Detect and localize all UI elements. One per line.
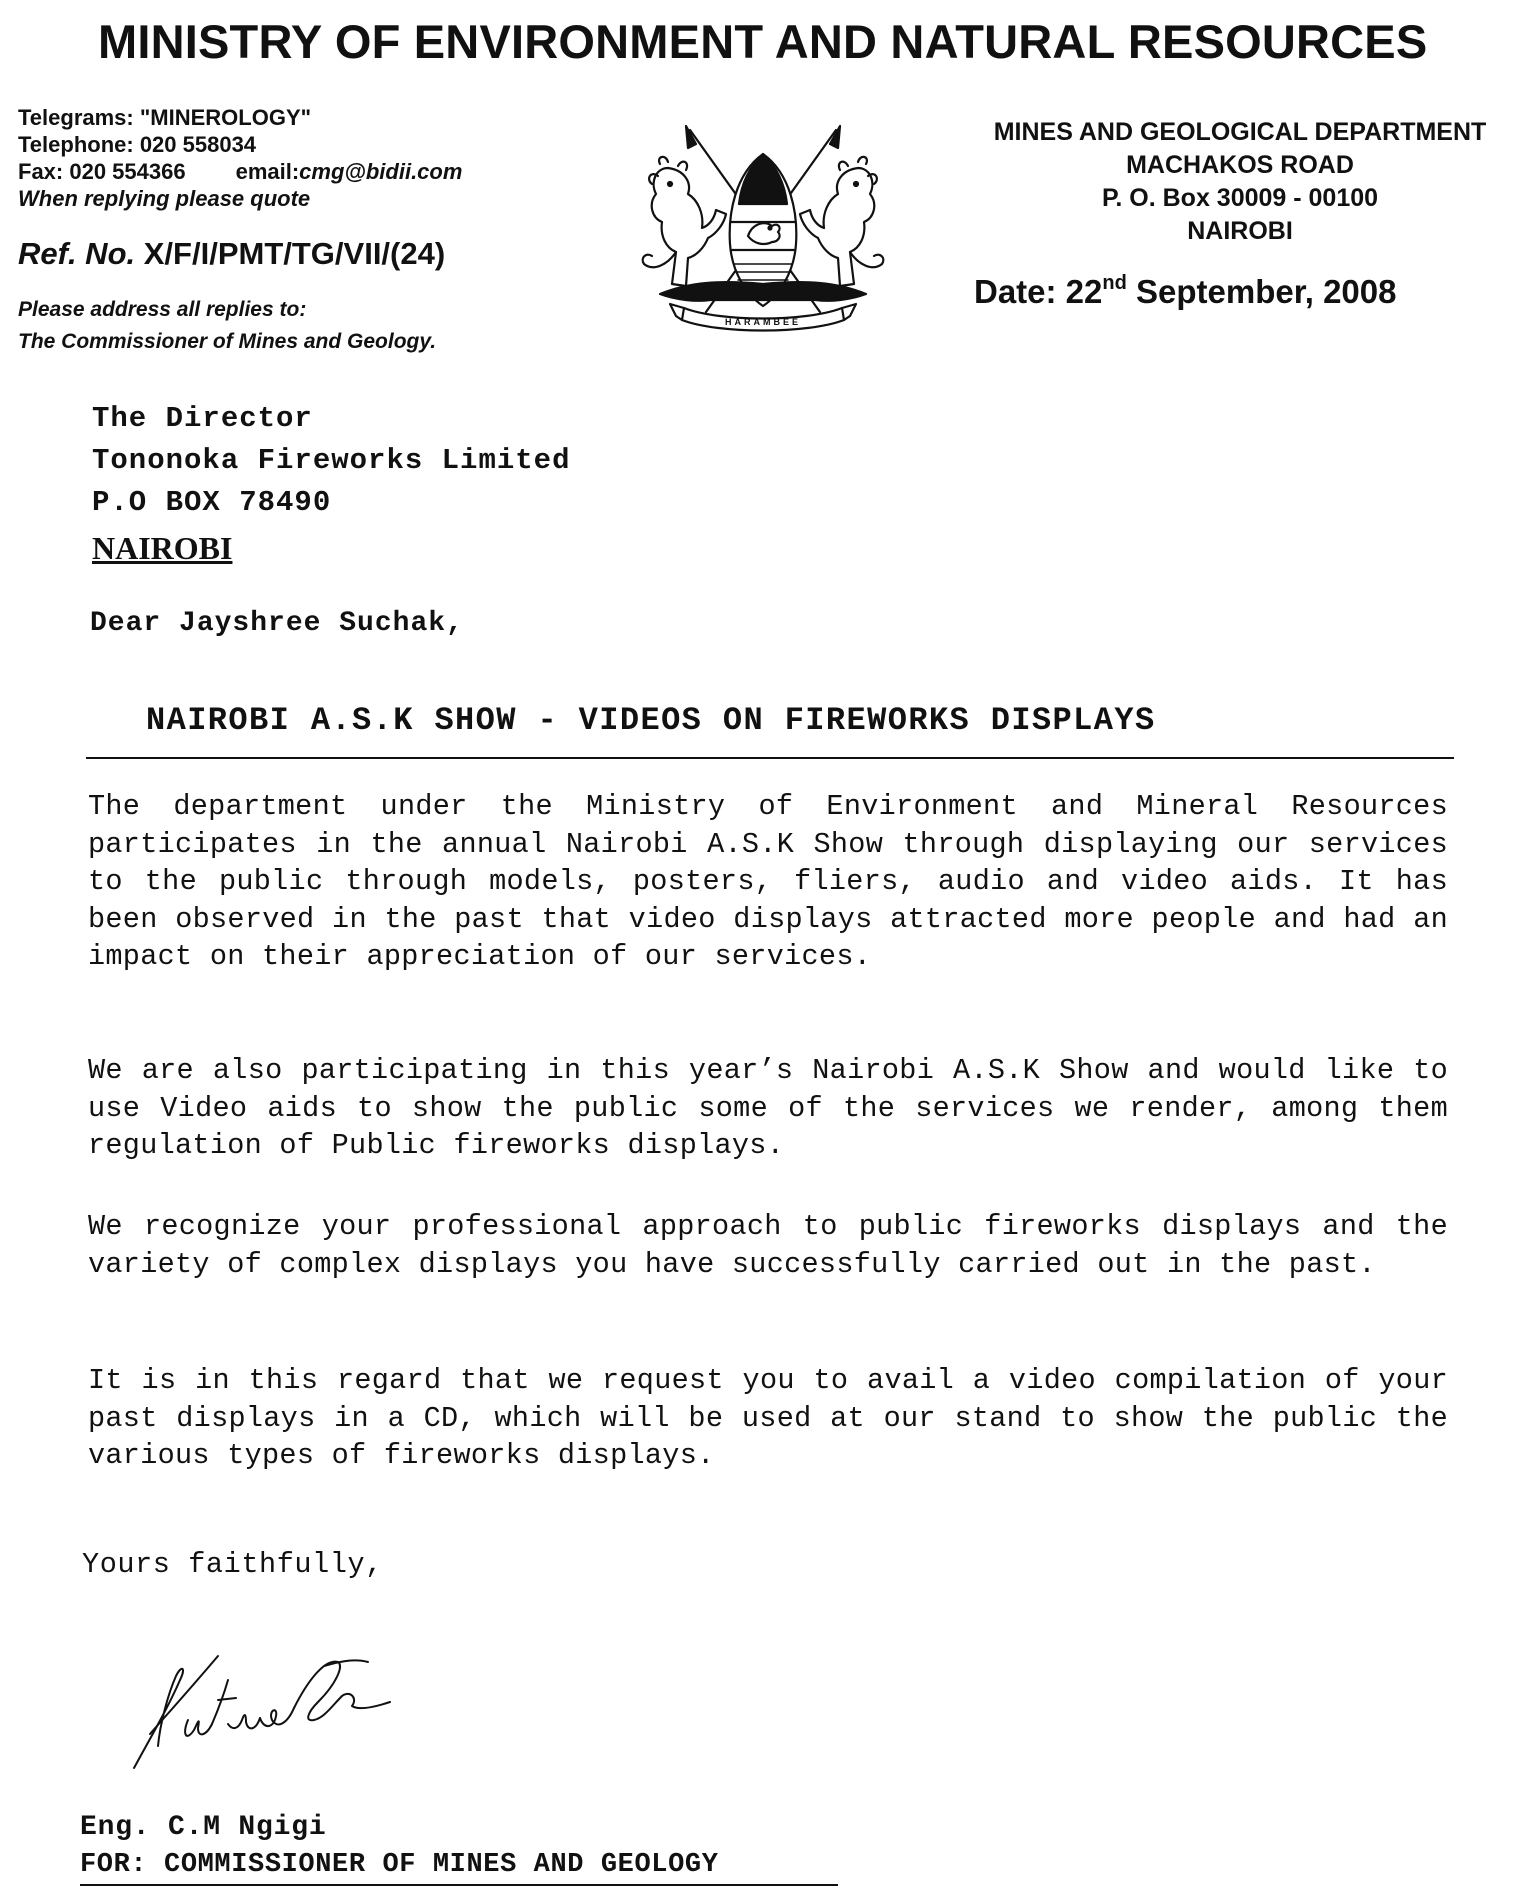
closing: Yours faithfully, <box>82 1548 383 1581</box>
department-po-box: P. O. Box 30009 - 00100 <box>1101 184 1379 212</box>
department-name: MINES AND GEOLOGICAL DEPARTMENT <box>993 118 1487 146</box>
ministry-title: MINISTRY OF ENVIRONMENT AND NATURAL RESOURCES <box>98 15 1428 68</box>
telephone-line: Telephone: 020 558034 <box>18 132 257 157</box>
body-paragraph-3: We recognize your professional approach to public fireworks displays and the variety of complex displays you have successfully carried out in the past. <box>88 1210 1448 1281</box>
ref-value: X/F/I/PMT/TG/VII/(24) <box>143 236 446 271</box>
address-to: The Commissioner of Mines and Geology. <box>18 330 437 353</box>
recipient-address <box>92 398 570 572</box>
address-note: Please address all replies to: <box>18 298 307 321</box>
salutation: Dear Jayshree Suchak, <box>90 608 464 639</box>
motto-text: HARAMBEE <box>724 317 802 327</box>
signature-icon <box>128 1650 428 1772</box>
recipient-line-2: Tononoka Fireworks Limited <box>92 444 571 477</box>
date-label: Date: 22 <box>974 273 1103 310</box>
email-address: cmg@bidii.com <box>299 159 463 184</box>
reply-note: When replying please quote <box>18 186 311 211</box>
contact-block <box>18 104 578 212</box>
reference-number <box>18 236 445 272</box>
ref-label: Ref. No. <box>18 236 136 271</box>
telegrams-line: Telegrams: "MINEROLOGY" <box>18 105 312 130</box>
email-label: email: <box>235 159 300 184</box>
signer-title: FOR: COMMISSIONER OF MINES AND GEOLOGY <box>80 1850 719 1880</box>
fax-number: Fax: 020 554366 <box>18 159 186 184</box>
signer-title-underline <box>80 1884 838 1886</box>
recipient-city: NAIROBI <box>92 530 233 566</box>
subject-divider <box>86 757 1454 759</box>
department-road: MACHAKOS ROAD <box>1126 151 1354 179</box>
address-replies-note <box>18 294 436 358</box>
body-paragraph-4: It is in this regard that we request you to avail a video compilation of your past displays in a CD, which will be used at our stand to show the public the various types of fireworks displays. <box>88 1364 1448 1472</box>
fax-email-line <box>18 158 578 185</box>
email-line <box>236 158 463 185</box>
recipient-line-3: P.O BOX 78490 <box>92 486 332 519</box>
department-city: NAIROBI <box>1187 217 1293 245</box>
letter-date <box>974 272 1397 311</box>
department-address <box>960 116 1518 248</box>
body-paragraph-1: The department under the Ministry of Environment and Mineral Resources participates in the annual Nairobi A.S.K Show through displaying our services to the public through models, posters, fliers, audio and video aids. It has been observed in the past that video displays attracted more people and had an impact on their appreciation of our services. <box>88 790 1448 973</box>
body-paragraph-2: We are also participating in this year’s Nairobi A.S.K Show and would like to use Video aids to show the public some of the services we render, among them regulation of Public fireworks displays. <box>88 1054 1448 1162</box>
subject-line: NAIROBI A.S.K SHOW - VIDEOS ON FIREWORKS DISPLAYS <box>146 702 1156 739</box>
signer-name: Eng. C.M Ngigi <box>80 1812 327 1843</box>
coat-of-arms-icon <box>630 124 896 336</box>
date-suffix: nd <box>1102 272 1127 294</box>
recipient-line-1: The Director <box>92 402 313 435</box>
date-rest: September, 2008 <box>1136 273 1397 310</box>
